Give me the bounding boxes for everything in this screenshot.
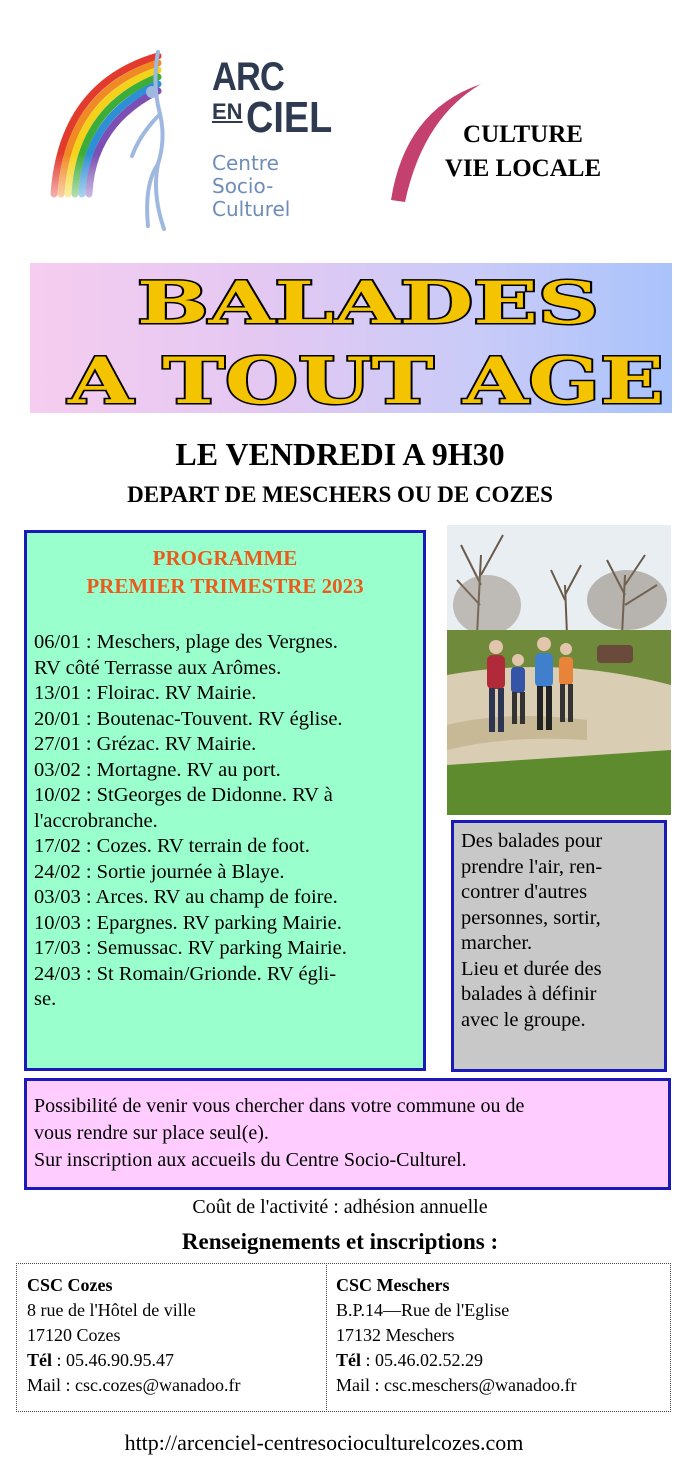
contact-mail: Mail : csc.cozes@wanadoo.fr	[27, 1375, 241, 1395]
description-line: Des balades pour	[461, 830, 603, 852]
rainbow-logo-icon	[40, 44, 180, 234]
logo-arc-text: ARC	[212, 55, 284, 99]
program-subtitle: PREMIER TRIMESTRE 2023	[86, 574, 364, 598]
logo-en-text: EN	[212, 99, 243, 124]
contact-address: B.P.14—Rue de l'Eglise	[336, 1300, 510, 1320]
tagline-line: VIE LOCALE	[444, 155, 602, 182]
contact-phone	[336, 1348, 666, 1373]
contact-meschers	[336, 1273, 666, 1398]
info-text	[34, 1093, 664, 1174]
logo-subtitle-line: Centre	[212, 151, 279, 175]
program-line: 24/03 : St Romain/Grionde. RV égli-	[34, 962, 337, 985]
program-title: PROGRAMME	[152, 546, 298, 570]
logo-subtitle-line: Culturel	[212, 197, 291, 221]
description-line: prendre l'air, ren-	[461, 855, 603, 878]
contact-cozes	[27, 1273, 327, 1398]
info-line: Sur inscription aux accueils du Centre Socio-Culturel.	[34, 1149, 467, 1171]
contact-name: CSC Meschers	[336, 1275, 450, 1295]
logo-ciel-text: CIEL	[246, 93, 333, 142]
program-line: 17/03 : Semussac. RV parking Mairie.	[34, 937, 347, 959]
schedule-day-time: LE VENDREDI A 9H30	[175, 436, 505, 472]
cost-text: Coût de l'activité : adhésion annuelle	[192, 1196, 488, 1218]
program-line: 06/01 : Meschers, plage des Vergnes.	[34, 631, 338, 653]
contact-postcode: 17120 Cozes	[27, 1325, 121, 1345]
program-line: 13/01 : Floirac. RV Mairie.	[34, 682, 257, 704]
logo-subtitle	[212, 152, 290, 221]
program-line: l'accrobranche.	[34, 809, 158, 832]
description-line: marcher.	[461, 932, 533, 954]
program-line: RV côté Terrasse aux Arômes.	[34, 656, 282, 679]
website-link[interactable]: http://arcenciel-centresocioculturelcozes.com	[124, 1430, 524, 1455]
description-line: avec le groupe.	[461, 1008, 586, 1031]
title-line-1: BALADES	[137, 269, 599, 337]
program-line: 17/02 : Cozes. RV terrain de foot.	[34, 835, 310, 857]
program-line: 24/02 : Sortie journée à Blaye.	[34, 860, 285, 883]
contact-name: CSC Cozes	[27, 1275, 113, 1295]
program-line: 27/01 : Grézac. RV Mairie.	[34, 733, 257, 755]
walkers-photo	[447, 525, 671, 815]
program-line: se.	[34, 988, 57, 1010]
program-line: 03/02 : Mortagne. RV au port.	[34, 758, 281, 781]
program-list	[34, 630, 420, 1013]
contact-heading: Renseignements et inscriptions :	[181, 1229, 499, 1254]
title-line-2: A TOUT AGE	[66, 344, 664, 413]
contact-phone	[27, 1348, 327, 1373]
program-line: 10/03 : Epargnes. RV parking Mairie.	[34, 911, 342, 934]
phone-label: Tél	[336, 1350, 361, 1370]
phone-number: : 05.46.02.52.29	[361, 1350, 484, 1370]
description-line: Lieu et durée des	[461, 957, 602, 980]
tagline-line: CULTURE	[463, 121, 583, 148]
tagline	[428, 118, 618, 186]
logo-subtitle-line: Socio-	[212, 174, 274, 198]
program-line: 10/02 : StGeorges de Didonne. RV à	[34, 784, 333, 806]
description-line: personnes, sortir,	[461, 906, 601, 929]
contact-postcode: 17132 Meschers	[336, 1325, 455, 1345]
program-line: 20/01 : Boutenac-Touvent. RV église.	[34, 707, 343, 730]
contact-mail: Mail : csc.meschers@wanadoo.fr	[336, 1375, 577, 1395]
description-text	[461, 829, 659, 1033]
title-art	[30, 263, 680, 413]
program-line: 03/03 : Arces. RV au champ de foire.	[34, 886, 338, 908]
phone-label: Tél	[27, 1350, 52, 1370]
contact-address: 8 rue de l'Hôtel de ville	[27, 1300, 196, 1320]
info-line: vous rendre sur place seul(e).	[34, 1122, 269, 1144]
description-line: contrer d'autres	[461, 881, 588, 903]
schedule-departure: DEPART DE MESCHERS OU DE COZES	[127, 482, 553, 507]
phone-number: : 05.46.90.95.47	[52, 1350, 175, 1370]
info-line: Possibilité de venir vous chercher dans votre commune ou de	[34, 1095, 525, 1117]
description-line: balades à définir	[461, 983, 597, 1005]
